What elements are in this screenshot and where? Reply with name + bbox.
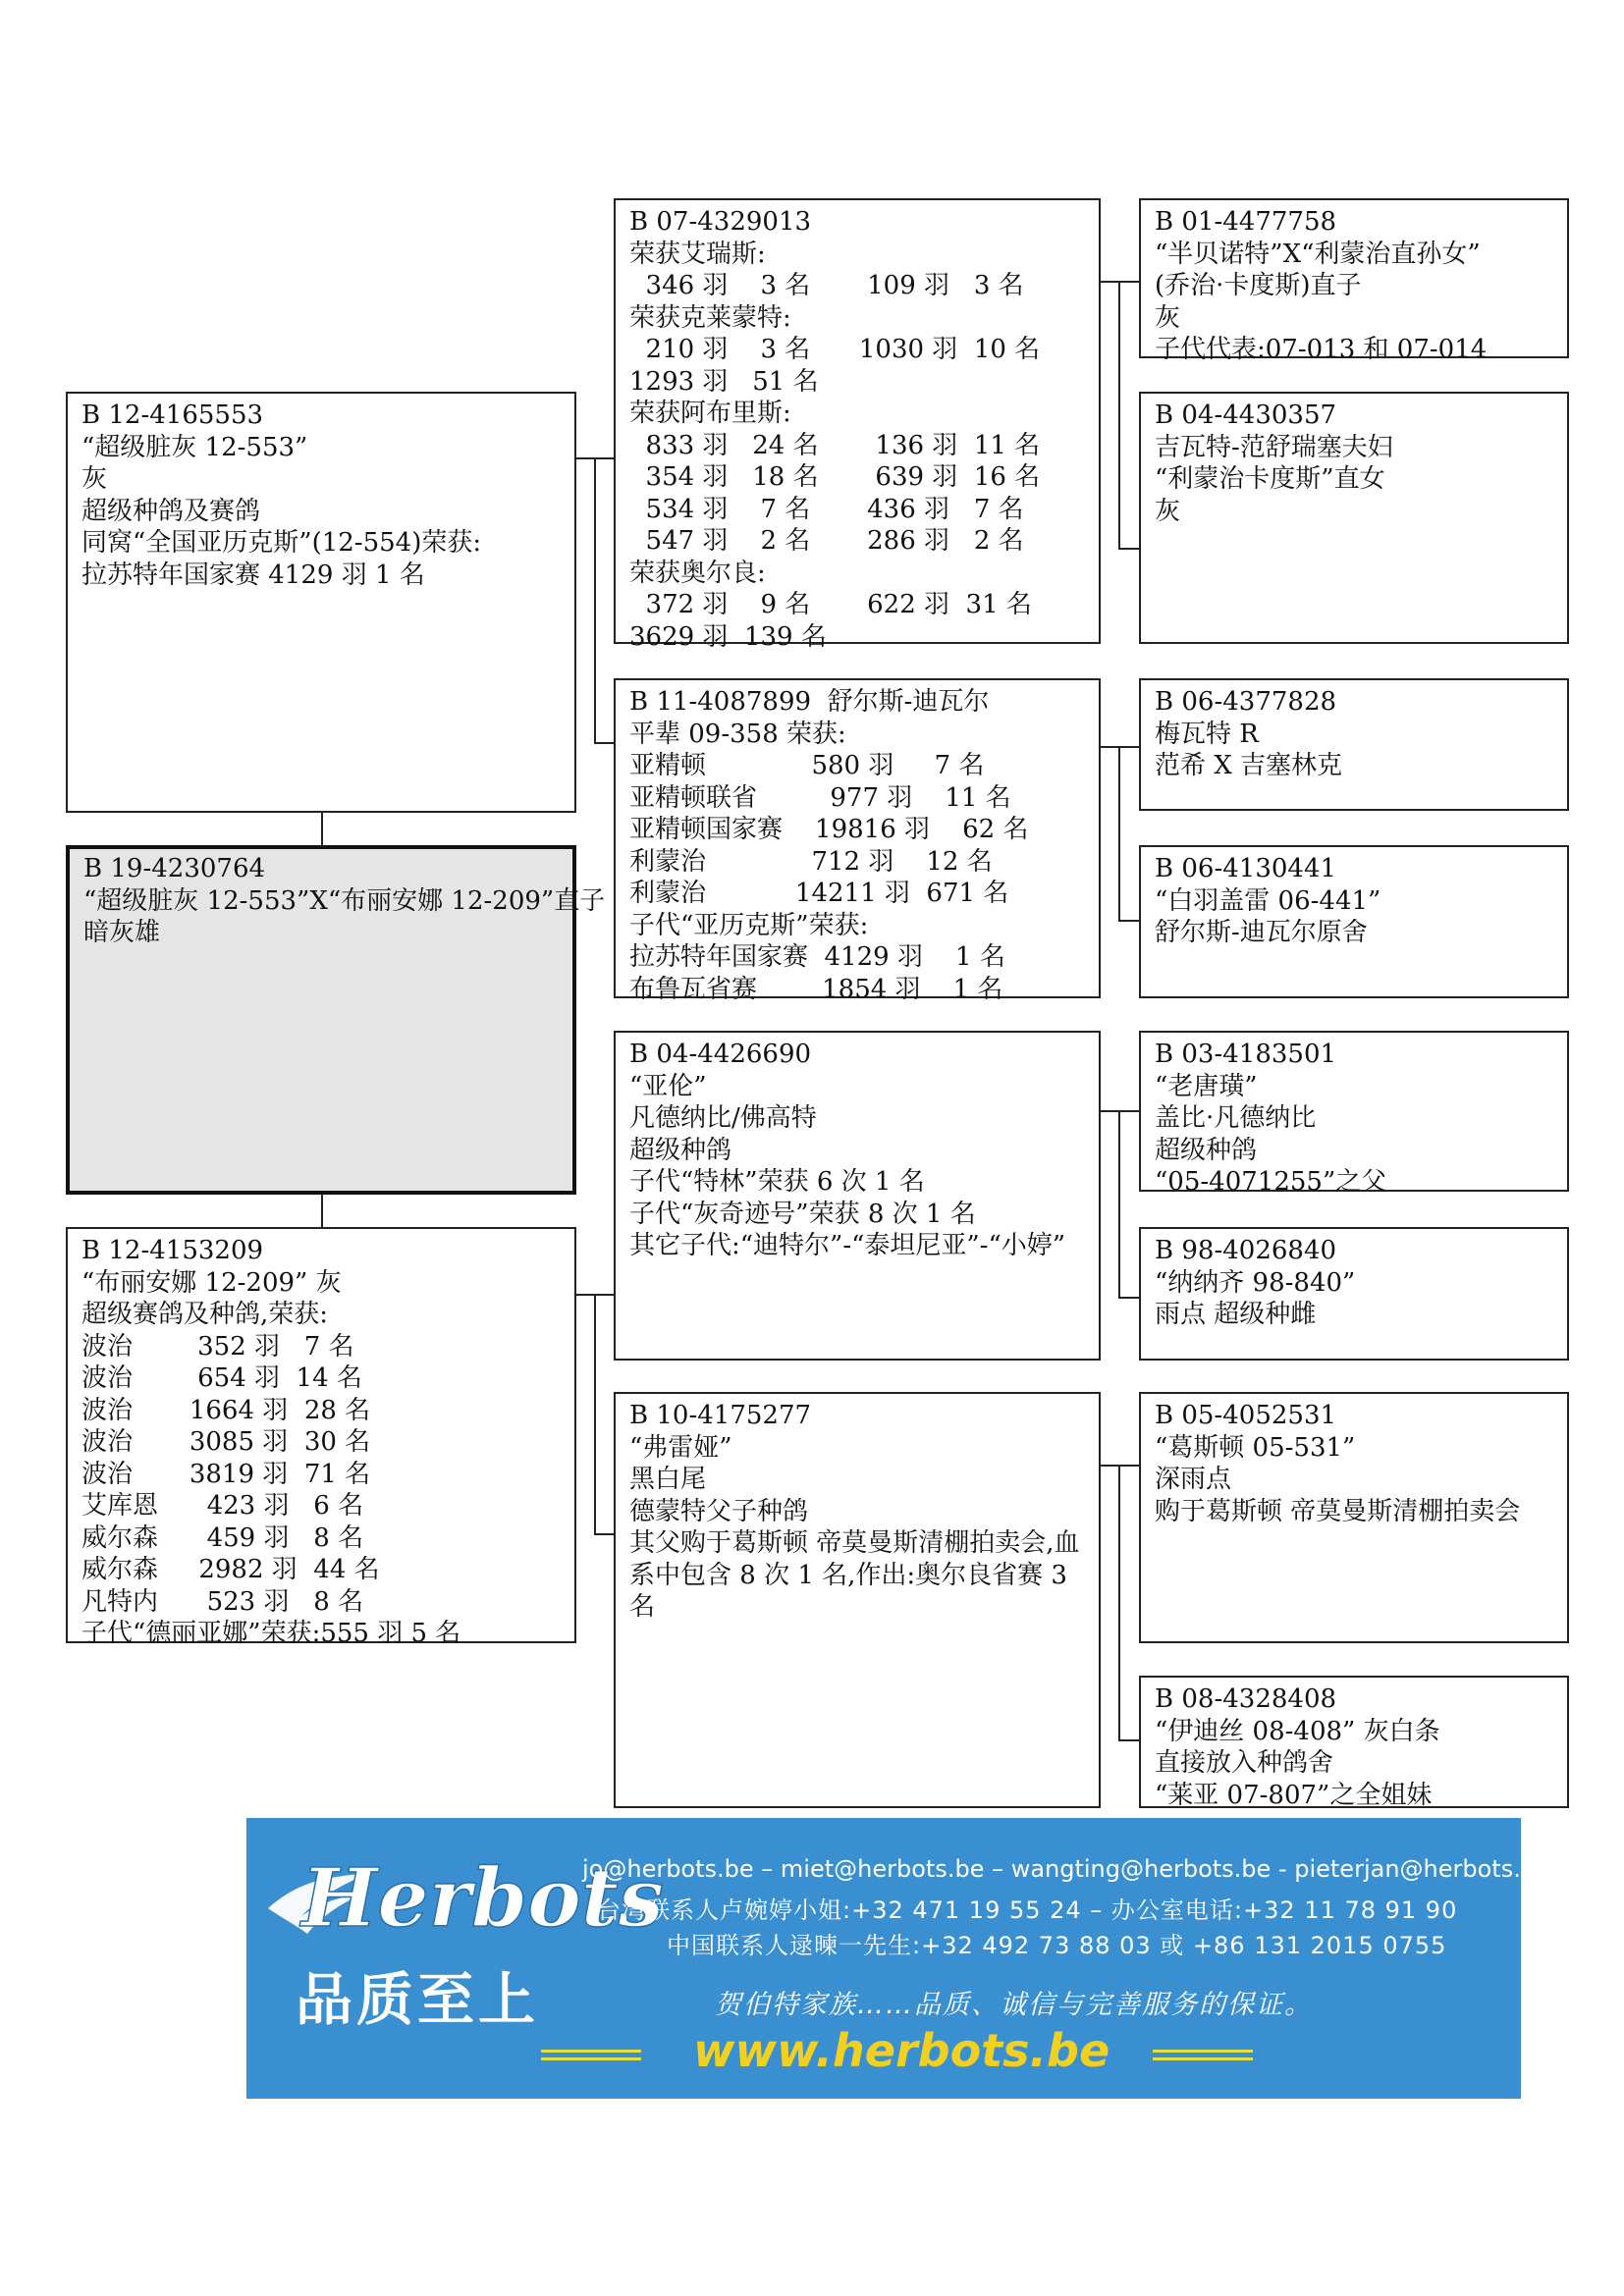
taiwan-contact: 台湾联系人卢婉婷小姐:+32 471 19 55 24 – 办公室电话:+32 11 78 91 90 bbox=[597, 1896, 1458, 1924]
pedigree-line: B 98-4026840 bbox=[1155, 1236, 1337, 1265]
decorative-dash bbox=[541, 2050, 641, 2053]
connector bbox=[1118, 1297, 1139, 1299]
pedigree-line: “05-4071255”之父 bbox=[1155, 1167, 1387, 1197]
pedigree-line: 凡特内 523 羽 8 名 bbox=[81, 1586, 364, 1617]
pedigree-line: 灰 bbox=[81, 464, 108, 494]
pedigree-line: 波治 352 羽 7 名 bbox=[81, 1331, 354, 1362]
company-motto: 贺伯特家族……品质、诚信与完善服务的保证。 bbox=[715, 1990, 1313, 2020]
pedigree-line: 凡德纳比/佛高特 bbox=[629, 1103, 817, 1133]
dam-sire-dam-box bbox=[1139, 1227, 1569, 1361]
pedigree-line: 子代“特林”荣获 6 次 1 名 bbox=[629, 1167, 925, 1197]
dam-dam-dam-box bbox=[1139, 1676, 1569, 1808]
connector bbox=[1118, 746, 1120, 920]
pedigree-line: 灰 bbox=[1155, 302, 1181, 333]
pedigree-line: 平辈 09-358 荣获: bbox=[629, 719, 846, 749]
pedigree-line: 雨点 超级种雌 bbox=[1155, 1300, 1317, 1329]
sire-dam-sire-box bbox=[1139, 678, 1569, 811]
pedigree-line: B 01-4477758 bbox=[1155, 207, 1337, 237]
connector bbox=[594, 1533, 614, 1535]
pedigree-line: 艾库恩 423 羽 6 名 bbox=[81, 1491, 364, 1521]
pedigree-line: 同窝“全国亚历克斯”(12-554)荣获: bbox=[81, 528, 482, 558]
pedigree-line: B 07-4329013 bbox=[629, 207, 812, 237]
dam-sire-box bbox=[614, 1031, 1101, 1361]
logo-text: Herbots bbox=[301, 1851, 664, 1946]
dam-dam-box bbox=[614, 1392, 1101, 1808]
dam-box bbox=[66, 1227, 576, 1648]
pedigree-line: 直接放入种鸽舍 bbox=[1155, 1748, 1334, 1778]
pedigree-line: 534 羽 7 名 436 羽 7 名 bbox=[629, 494, 1024, 524]
connector bbox=[1118, 1739, 1139, 1741]
pedigree-line: B 19-4230764 bbox=[83, 854, 266, 883]
sire-dam-box bbox=[614, 678, 1101, 1004]
pedigree-line: “超级脏灰 12-553”X“布丽安娜 12-209”直子 bbox=[83, 885, 606, 916]
pedigree-line: “纳纳齐 98-840” bbox=[1155, 1267, 1356, 1298]
pedigree-line: B 12-4153209 bbox=[81, 1236, 264, 1265]
pedigree-line: B 06-4377828 bbox=[1155, 687, 1337, 717]
pedigree-line: 盖比·凡德纳比 bbox=[1155, 1103, 1317, 1133]
pedigree-line: 超级种鸽 bbox=[1155, 1135, 1258, 1165]
pedigree-line: 波治 654 羽 14 名 bbox=[81, 1363, 362, 1393]
pedigree-line: 547 羽 2 名 286 羽 2 名 bbox=[629, 526, 1024, 556]
dam-sire-sire-box bbox=[1139, 1031, 1569, 1197]
pedigree-line: 荣获克莱蒙特: bbox=[629, 302, 791, 333]
pedigree-line: 3629 羽 139 名 bbox=[629, 621, 827, 652]
pedigree-line: 拉苏特年国家赛 4129 羽 1 名 bbox=[629, 942, 1005, 972]
pedigree-line: “半贝诺特”X“利蒙治直孙女” bbox=[1155, 239, 1481, 269]
connector bbox=[594, 1294, 596, 1533]
sire-dam-dam-box bbox=[1139, 845, 1569, 998]
pedigree-line: 超级种鸽及赛鸽 bbox=[81, 496, 261, 526]
pedigree-line: 其父购于葛斯顿 帝莫曼斯清棚拍卖会,血系中包含 8 次 1 名,作出:奥尔良省赛 3 名 bbox=[629, 1528, 1080, 1622]
pedigree-line: 黑白尾 bbox=[629, 1465, 707, 1494]
decorative-dash bbox=[541, 2057, 641, 2060]
connector bbox=[1118, 1110, 1120, 1297]
connector bbox=[594, 742, 614, 744]
pedigree-line: 深雨点 bbox=[1155, 1465, 1232, 1494]
sire-box bbox=[66, 392, 576, 813]
pedigree-line: 波治 3819 羽 71 名 bbox=[81, 1459, 371, 1489]
pedigree-line: B 11-4087899 舒尔斯-迪瓦尔 bbox=[629, 687, 990, 717]
pedigree-line: 超级赛鸽及种鸽,荣获: bbox=[81, 1300, 329, 1329]
china-contact: 中国联系人逯暕一先生:+32 492 73 88 03 或 +86 131 2015 0755 bbox=[667, 1932, 1447, 1959]
pedigree-line: 372 羽 9 名 622 羽 31 名 bbox=[629, 590, 1032, 619]
connector bbox=[321, 813, 323, 845]
pedigree-line: “布丽安娜 12-209” 灰 bbox=[81, 1267, 342, 1298]
sire-sire-dam-box bbox=[1139, 392, 1569, 644]
pedigree-line: 子代“德丽亚娜”荣获:555 羽 5 名 bbox=[81, 1619, 461, 1648]
pedigree-line: 354 羽 18 名 639 羽 16 名 bbox=[629, 462, 1041, 492]
pedigree-line: 舒尔斯-迪瓦尔原舍 bbox=[1155, 918, 1368, 947]
pedigree-line: B 04-4426690 bbox=[629, 1040, 812, 1069]
pedigree-line: B 06-4130441 bbox=[1155, 854, 1337, 883]
pedigree-line: 德蒙特父子种鸽 bbox=[629, 1496, 809, 1526]
pedigree-line: 利蒙治 712 羽 12 名 bbox=[629, 846, 993, 877]
herbots-logo bbox=[262, 1840, 664, 1948]
connector bbox=[1118, 548, 1139, 550]
pedigree-line: 布鲁瓦省赛 1854 羽 1 名 bbox=[629, 974, 1003, 1004]
pedigree-line: B 04-4430357 bbox=[1155, 400, 1337, 430]
pedigree-line: 超级种鸽 bbox=[629, 1135, 732, 1165]
pedigree-line: 其它子代:“迪特尔”-“泰坦尼亚”-“小婷” bbox=[629, 1231, 1066, 1260]
subject-pigeon-box bbox=[66, 845, 606, 1195]
pedigree-line: B 08-4328408 bbox=[1155, 1684, 1337, 1714]
pedigree-line: 波治 3085 羽 30 名 bbox=[81, 1427, 371, 1457]
pedigree-line: 子代“亚历克斯”荣获: bbox=[629, 910, 869, 940]
connector bbox=[1118, 920, 1139, 922]
pedigree-line: 833 羽 24 名 136 羽 11 名 bbox=[629, 430, 1041, 460]
connector bbox=[1118, 281, 1120, 548]
pedigree-line: B 10-4175277 bbox=[629, 1401, 812, 1430]
logo-slogan: 品质至上 bbox=[296, 1966, 540, 2033]
pedigree-line: 暗灰雄 bbox=[83, 918, 161, 947]
pedigree-line: 灰 bbox=[1155, 496, 1181, 526]
pedigree-line: 购于葛斯顿 帝莫曼斯清棚拍卖会 bbox=[1155, 1496, 1521, 1526]
pedigree-line: “弗雷娅” bbox=[629, 1432, 732, 1463]
pedigree-line: 亚精顿国家赛 19816 羽 62 名 bbox=[629, 815, 1029, 844]
connector bbox=[594, 457, 596, 742]
pedigree-line: B 12-4165553 bbox=[81, 400, 264, 430]
pedigree-line: “莱亚 07-807”之全姐妹 bbox=[1155, 1780, 1433, 1810]
pedigree-line: “超级脏灰 12-553” bbox=[81, 432, 308, 462]
pedigree-line: 亚精顿联省 977 羽 11 名 bbox=[629, 782, 1011, 813]
herbots-banner bbox=[246, 1818, 1550, 2099]
decorative-dash bbox=[1153, 2050, 1253, 2053]
sire-sire-box bbox=[614, 198, 1101, 652]
pedigree-line: “亚伦” bbox=[629, 1071, 707, 1101]
pedigree-line: 子代“灰奇迹号”荣获 8 次 1 名 bbox=[629, 1199, 976, 1229]
pedigree-line: “葛斯顿 05-531” bbox=[1155, 1432, 1356, 1463]
pedigree-line: (乔治·卡度斯)直子 bbox=[1155, 271, 1362, 300]
pedigree-line: B 03-4183501 bbox=[1155, 1040, 1337, 1069]
connector bbox=[1118, 1465, 1120, 1739]
pedigree-line: 子代代表:07-013 和 07-014 bbox=[1155, 335, 1488, 364]
pedigree-line: 346 羽 3 名 109 羽 3 名 bbox=[629, 271, 1024, 300]
pedigree-line: 荣获奥尔良: bbox=[629, 558, 766, 588]
pedigree-line: 210 羽 3 名 1030 羽 10 名 bbox=[629, 335, 1041, 364]
connector bbox=[321, 1195, 323, 1227]
pedigree-line: “利蒙治卡度斯”直女 bbox=[1155, 464, 1385, 494]
pedigree-line: “老唐璜” bbox=[1155, 1071, 1258, 1101]
pedigree-line: B 05-4052531 bbox=[1155, 1401, 1337, 1430]
pedigree-line: 拉苏特年国家赛 4129 羽 1 名 bbox=[81, 560, 425, 590]
pedigree-line: 威尔森 2982 羽 44 名 bbox=[81, 1555, 380, 1584]
pedigree-line: 波治 1664 羽 28 名 bbox=[81, 1395, 371, 1425]
pedigree-line: 范希 X 吉塞林克 bbox=[1155, 751, 1343, 780]
pedigree-line: 吉瓦特-范舒瑞塞夫妇 bbox=[1155, 432, 1393, 462]
pedigree-line: 荣获艾瑞斯: bbox=[629, 239, 766, 269]
pedigree-line: 威尔森 459 羽 8 名 bbox=[81, 1522, 364, 1553]
pedigree-line: “伊迪丝 08-408” 灰白条 bbox=[1155, 1716, 1440, 1746]
sire-sire-sire-box bbox=[1139, 198, 1569, 364]
pedigree-line: 利蒙治 14211 羽 671 名 bbox=[629, 879, 1009, 908]
dam-dam-sire-box bbox=[1139, 1392, 1569, 1643]
website-link[interactable]: www.herbots.be bbox=[693, 2024, 1110, 2077]
pedigree-line: 亚精顿 580 羽 7 名 bbox=[629, 751, 985, 780]
pedigree-line: 梅瓦特 R bbox=[1155, 719, 1259, 749]
decorative-dash bbox=[1153, 2057, 1253, 2060]
pedigree-line: 1293 羽 51 名 bbox=[629, 366, 819, 397]
pedigree-line: “白羽盖雷 06-441” bbox=[1155, 885, 1381, 916]
pedigree-line: 荣获阿布里斯: bbox=[629, 399, 791, 428]
email-list[interactable]: jo@herbots.be – miet@herbots.be – wangting@herbots.be - pieterjan@herbots.be bbox=[582, 1855, 1550, 1883]
